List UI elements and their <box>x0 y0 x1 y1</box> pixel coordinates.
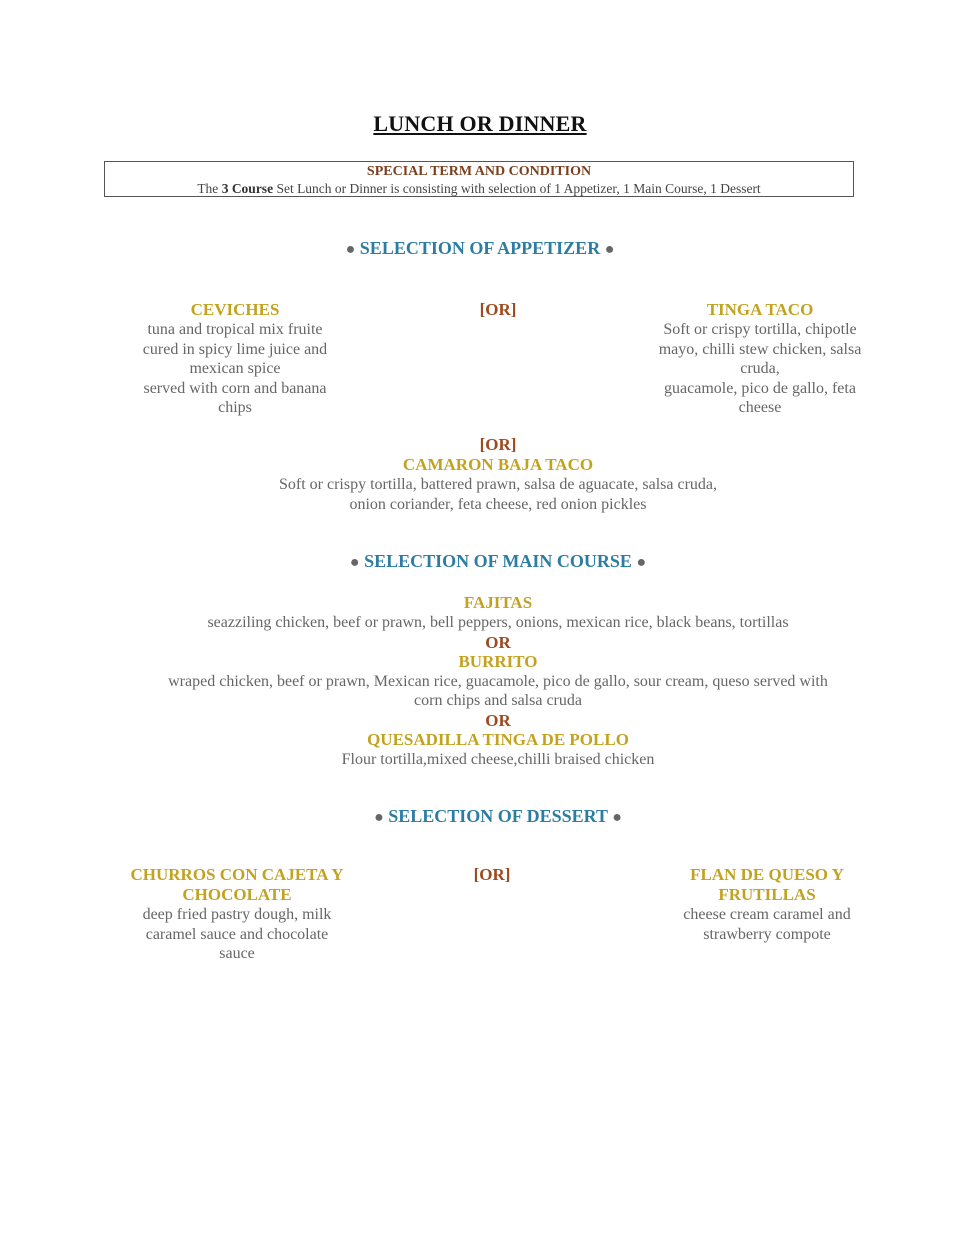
quesadilla-desc: Flour tortilla,mixed cheese,chilli braised chicken <box>341 750 655 768</box>
terms-text-bold: 3 Course <box>221 181 274 196</box>
churros-title-line: CHURROS CON CAJETA Y <box>130 865 344 884</box>
tinga-taco-desc-line: cheese <box>738 399 782 416</box>
or-separator: [OR] <box>479 435 517 454</box>
churros-desc-line: deep fried pastry dough, milk <box>142 906 332 923</box>
bullet-icon: ● <box>345 241 356 258</box>
tinga-taco-desc-line: cruda, <box>740 360 780 377</box>
terms-text <box>105 181 853 197</box>
appetizer-section-heading <box>0 238 960 259</box>
burrito-desc-line: corn chips and salsa cruda <box>414 692 582 709</box>
bullet-icon: ● <box>636 554 647 571</box>
tinga-taco-item <box>630 300 890 418</box>
main-heading-text: SELECTION OF MAIN COURSE <box>364 551 632 571</box>
or-separator: OR <box>485 710 511 730</box>
camaron-desc-line: Soft or crispy tortilla, battered prawn, salsa de aguacate, salsa cruda, <box>278 476 718 493</box>
flan-item <box>637 865 897 944</box>
dessert-heading-text: SELECTION OF DESSERT <box>388 806 608 826</box>
page-title: LUNCH OR DINNER <box>373 111 587 136</box>
fajitas-desc: seazziling chicken, beef or prawn, bell peppers, onions, mexican rice, black beans, tortillas <box>207 614 789 631</box>
ceviches-desc-line: cured in spicy lime juice and <box>142 340 328 358</box>
ceviches-item <box>115 300 355 418</box>
ceviches-desc-line: mexican spice <box>189 360 281 377</box>
churros-title-line: CHOCOLATE <box>182 885 292 904</box>
flan-desc-line: strawberry compote <box>703 925 831 943</box>
tinga-taco-desc-line: Soft or crispy tortilla, chipotle <box>663 321 857 338</box>
flan-title-line: FRUTILLAS <box>718 885 816 904</box>
terms-text-post: Set Lunch or Dinner is consisting with selection of 1 Appetizer, 1 Main Course, 1 Dessert <box>273 181 761 196</box>
or-separator: [OR] <box>473 865 511 884</box>
bullet-icon: ● <box>349 554 360 571</box>
camaron-desc-line: onion coriander, feta cheese, red onion pickles <box>349 495 647 513</box>
or-separator: [OR] <box>479 300 517 319</box>
churros-desc-line: caramel sauce and chocolate <box>145 925 329 943</box>
churros-item <box>107 865 367 964</box>
ceviches-desc-line: served with corn and banana <box>143 379 327 397</box>
burrito-title: BURRITO <box>458 651 538 671</box>
tinga-taco-desc-line: mayo, chilli stew chicken, salsa <box>658 340 862 358</box>
tinga-taco-desc-line: guacamole, pico de gallo, feta <box>664 379 856 397</box>
bullet-icon: ● <box>604 241 615 258</box>
dessert-section-heading <box>18 806 960 827</box>
bullet-icon: ● <box>374 809 384 826</box>
main-section-heading <box>18 551 960 572</box>
tinga-taco-title: TINGA TACO <box>706 300 814 319</box>
main-items <box>0 593 960 769</box>
bullet-icon: ● <box>612 809 622 826</box>
appetizer-heading-text: SELECTION OF APPETIZER <box>359 238 601 258</box>
camaron-item <box>0 435 960 514</box>
churros-desc-line: sauce <box>219 945 255 962</box>
ceviches-desc-line: chips <box>218 399 252 416</box>
terms-box <box>104 161 854 197</box>
quesadilla-title: QUESADILLA TINGA DE POLLO <box>367 729 629 749</box>
or-separator: OR <box>485 632 511 652</box>
ceviches-title: CEVICHES <box>190 300 280 319</box>
burrito-desc-line: wraped chicken, beef or prawn, Mexican rice, guacamole, pico de gallo, sour cream, queso served with <box>168 672 828 690</box>
fajitas-title: FAJITAS <box>463 593 533 612</box>
ceviches-desc-line: tuna and tropical mix fruite <box>147 321 323 338</box>
terms-heading: SPECIAL TERM AND CONDITION <box>366 164 592 179</box>
terms-text-pre: The <box>197 181 222 196</box>
camaron-title: CAMARON BAJA TACO <box>402 455 594 474</box>
flan-title-line: FLAN DE QUESO Y <box>690 865 844 884</box>
flan-desc-line: cheese cream caramel and <box>683 906 851 923</box>
